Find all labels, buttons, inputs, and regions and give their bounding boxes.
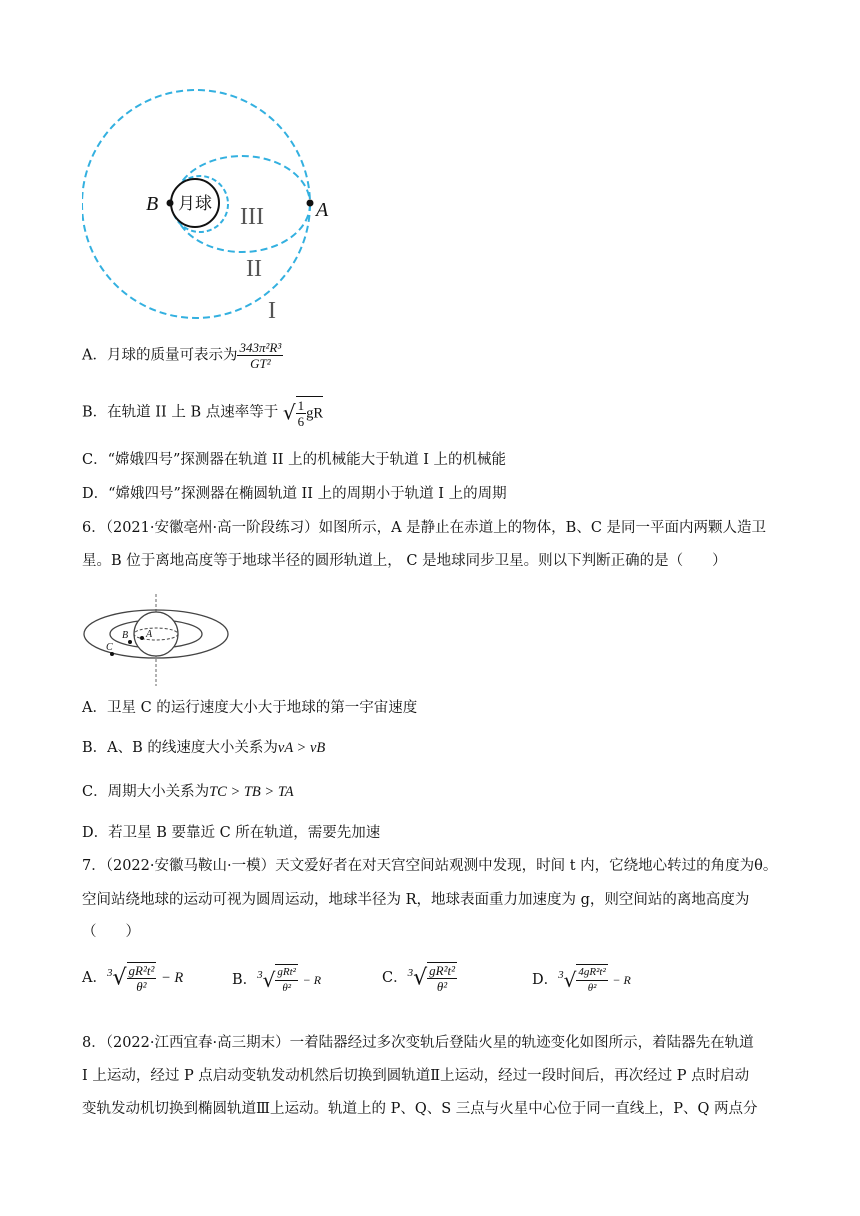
earth-sphere <box>134 612 178 656</box>
moon-label: 月球 <box>178 194 212 214</box>
q7-option-d-num: 4gR²t² <box>576 965 607 981</box>
q7-option-c-label: C． <box>382 970 408 986</box>
sqrt-icon: √ <box>112 965 127 991</box>
point-b-label: B <box>146 193 159 215</box>
q7-option-b-num: gRt² <box>275 965 298 981</box>
q5-option-b-fraction <box>296 398 307 429</box>
q6-option-b-formula: vA > vB <box>277 740 326 756</box>
orbit-iii-label: III <box>240 204 264 230</box>
q7-option-a-root-index: 3 <box>106 967 113 980</box>
q6-option-b-text: B．A、B 的线速度大小关系为 <box>82 740 278 756</box>
q5-option-b-tail: gR <box>306 405 323 422</box>
q6-option-d: D．若卫星 B 要靠近 C 所在轨道，需要先加速 <box>82 825 381 841</box>
q5-option-a <box>82 340 283 371</box>
q8-stem-line-2: I 上运动，经过 P 点启动变轨发动机然后切换到圆轨道Ⅱ上运动，经过一段时间后，再次经过 P 点时启动 <box>82 1068 750 1084</box>
orbit-diagram <box>82 84 342 324</box>
q7-option-c-root-index: 3 <box>407 967 414 980</box>
q7-option-b-fraction <box>275 965 298 996</box>
q7-option-d-fraction <box>576 965 607 996</box>
q5-option-a-den: GT² <box>250 356 271 371</box>
q5-option-b-text: B．在轨道 II 上 B 点速率等于 <box>82 404 279 421</box>
q7-option-d-radicand <box>576 964 607 996</box>
q7-option-b <box>232 964 321 996</box>
q7-option-c <box>382 962 457 994</box>
q7-option-c-radicand <box>427 962 457 994</box>
q7-option-b-radicand <box>275 964 298 996</box>
q5-option-b-num: 1 <box>297 398 305 413</box>
earth-satellite-diagram <box>82 594 232 686</box>
q7-option-b-den: θ² <box>282 982 292 994</box>
q5-option-b-den: 6 <box>297 414 305 429</box>
q5-option-c: C．“嫦娥四号”探测器在轨道 II 上的机械能大于轨道 I 上的机械能 <box>82 452 507 468</box>
q7-option-a-num: gR²t² <box>128 963 155 978</box>
point-a-label: A <box>316 199 329 221</box>
q5-option-b-radicand <box>296 396 323 429</box>
q7-stem-line-1: 7．（2022·安徽马鞍山·一模）天文爱好者在对天宫空间站观测中发现，时间 t 内，它绕地心转过的角度为θ。 <box>82 858 778 874</box>
q7-option-b-label: B． <box>232 972 258 988</box>
q7-stem-line-3: （ ） <box>82 924 140 940</box>
sqrt-icon: √ <box>563 968 577 992</box>
q7-option-d-tail: − R <box>612 973 631 987</box>
q7-stem-line-2: 空间站绕地球的运动可视为圆周运动，地球半径为 R，地球表面重力加速度为 g，则空间站的离地高度为 <box>82 892 750 908</box>
point-a-dot <box>140 636 144 640</box>
q7-option-d-label: D． <box>532 972 559 988</box>
q7-option-c-fraction <box>427 963 457 994</box>
q5-option-a-text: A．月球的质量可表示为 <box>82 347 238 364</box>
point-b <box>167 200 174 207</box>
q6-option-c-text: C．周期大小关系为 <box>82 784 210 800</box>
q6-fig-label-c: C <box>106 642 113 653</box>
q8-stem-line-1: 8．（2022·江西宜春·高三期末）一着陆器经过多次变轨后登陆火星的轨迹变化如图所示，着陆器先在轨道 <box>82 1035 754 1051</box>
q6-fig-label-a: A <box>146 629 153 640</box>
q6-fig-label-b: B <box>122 630 129 641</box>
q7-option-b-tail: − R <box>302 973 322 987</box>
q6-stem-line-1: 6．（2021·安徽亳州·高一阶段练习）如图所示，A 是静止在赤道上的物体，B、C 是同一平面内两颗人造卫 <box>82 520 767 536</box>
q7-option-b-root-index: 3 <box>257 969 263 982</box>
sqrt-icon: √ <box>413 965 428 991</box>
point-a <box>307 200 314 207</box>
q7-option-a <box>82 962 183 994</box>
q5-option-d: D．“嫦娥四号”探测器在椭圆轨道 II 上的周期小于轨道 I 上的周期 <box>82 486 507 502</box>
q7-option-d <box>532 964 631 996</box>
sqrt-icon: √ <box>262 968 276 992</box>
sqrt-icon: √ <box>282 400 296 425</box>
q7-option-a-label: A． <box>82 970 107 986</box>
q7-option-d-root-index: 3 <box>558 969 564 982</box>
q5-option-a-num: 343π²R³ <box>239 340 282 355</box>
q7-option-a-radicand <box>127 962 157 994</box>
orbit-i-label: I <box>268 298 276 324</box>
q7-option-a-fraction <box>127 963 157 994</box>
q6-option-c-formula: TC > TB > TA <box>209 784 294 800</box>
point-b-dot <box>128 640 132 644</box>
q6-stem-line-2: 星。B 位于离地高度等于地球半径的圆形轨道上， C 是地球同步卫星。则以下判断正确的是（ ） <box>82 553 727 569</box>
q6-option-a: A．卫星 C 的运行速度大小大于地球的第一宇宙速度 <box>82 700 418 716</box>
orbit-ii-label: II <box>246 256 262 282</box>
q7-option-d-den: θ² <box>587 982 597 994</box>
q7-option-c-num: gR²t² <box>429 963 455 978</box>
q7-option-c-den: θ² <box>436 979 448 994</box>
q8-stem-line-3: 变轨发动机切换到椭圆轨道Ⅲ上运动。轨道上的 P、Q、S 三点与火星中心位于同一直线上，P、Q 两点分 <box>82 1101 758 1117</box>
q5-option-b <box>82 396 323 429</box>
q5-option-a-fraction <box>237 340 283 371</box>
q6-option-c <box>82 782 294 802</box>
q7-option-a-den: θ² <box>136 979 147 994</box>
q6-option-b <box>82 738 325 758</box>
q7-option-a-tail: − R <box>160 970 184 986</box>
